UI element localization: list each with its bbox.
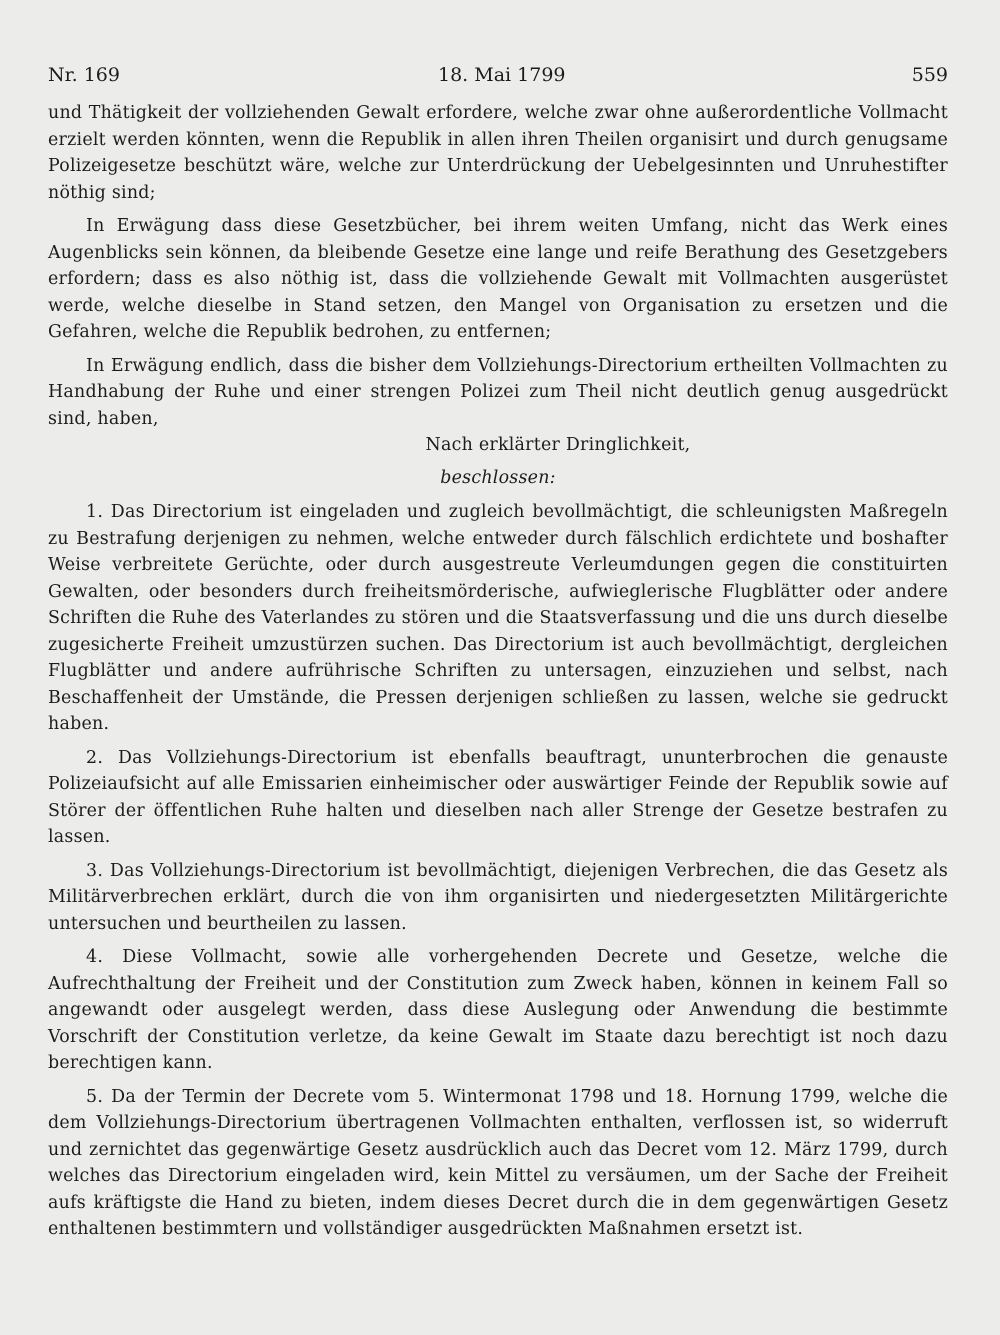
- urgency-line: Nach erklärter Dringlichkeit,: [425, 435, 691, 455]
- resolved-heading: beschlossen:: [440, 467, 556, 488]
- document-body: [48, 100, 948, 1243]
- paragraph-continuation: und Thätigkeit der vollziehenden Gewalt erfordere, welche zwar ohne außerordentliche Vollmacht erzielt werden könnten, wenn die Republik in allen ihren Theilen organisirt und durch genugsame Polizeigesetze beschützt wäre, welche zur Unterdrückung der Uebelgesinnten und Unruhestifter nöthig sind;: [48, 103, 948, 203]
- document-date: 18. Mai 1799: [438, 64, 566, 86]
- page-header: [48, 64, 948, 92]
- article-5: 5. Da der Termin der Decrete vom 5. Wintermonat 1798 und 18. Hornung 1799, welche die dem Vollziehungs-Directorium übertragenen Vollmachten enthalten, verflossen ist, so widerruft und zernichtet das gegenwärtige Gesetz ausdrücklich auch das Decret vom 12. März 1799, durch welches das Directorium eingeladen wird, kein Mittel zu versäumen, um der Sache der Freiheit aufs kräftigste die Hand zu bieten, indem dieses Decret durch die in dem gegenwärtigen Gesetz enthaltenen bestimmtern und vollständiger ausgedrückten Maßnahmen ersetzt ist.: [48, 1086, 948, 1239]
- article-4: 4. Diese Vollmacht, sowie alle vorhergehenden Decrete und Gesetze, welche die Aufrechthaltung der Freiheit und der Constitution zum Zweck haben, können in keinem Fall so angewandt oder ausgelegt werden, dass diese Auslegung oder Anwendung die bestimmte Vorschrift der Constitution verletze, da keine Gewalt im Staate dazu berechtigt ist noch dazu berechtigen kann.: [48, 947, 948, 1073]
- paragraph-considering-finally: In Erwägung endlich, dass die bisher dem Vollziehungs-Directorium ertheilten Vollmachten zu Handhabung der Ruhe und einer strengen Polizei zum Theil nicht deutlich genug ausgedrückt sind, haben,: [48, 355, 948, 429]
- document-number: Nr. 169: [48, 64, 120, 86]
- page-number: 559: [911, 64, 948, 86]
- article-2: 2. Das Vollziehungs-Directorium ist ebenfalls beauftragt, ununterbrochen die genauste Polizeiaufsicht auf alle Emissarien einheimischer oder auswärtiger Feinde der Republik sowie auf Störer der öffentlichen Ruhe halten und dieselben nach aller Strenge der Gesetze bestrafen zu lassen.: [48, 747, 948, 847]
- article-3: 3. Das Vollziehungs-Directorium ist bevollmächtigt, diejenigen Verbrechen, die das Gesetz als Militärverbrechen erklärt, durch die von ihm organisirten und niedergesetzten Militärgerichte untersuchen und beurtheilen zu lassen.: [48, 860, 948, 934]
- article-1: 1. Das Directorium ist eingeladen und zugleich bevollmächtigt, die schleunigsten Maßregeln zu Bestrafung derjenigen zu nehmen, welche entweder durch fälschlich erdichtete und boshafter Weise verbreitete Gerüchte, oder durch ausgestreute Verleumdungen gegen die constituirten Gewalten, oder besonders durch freiheitsmörderische, aufwieglerische Flugblätter oder andere Schriften die Ruhe des Vaterlandes zu stören und die Staatsverfassung und die uns durch dieselbe zugesicherte Freiheit umzustürzen suchen. Das Directorium ist auch bevollmächtigt, dergleichen Flugblätter und andere aufrührische Schriften zu untersagen, einzuziehen und selbst, nach Beschaffenheit der Umstände, die Pressen derjenigen schließen zu lassen, welche sie gedruckt haben.: [48, 502, 948, 734]
- paragraph-considering-codes: In Erwägung dass diese Gesetzbücher, bei ihrem weiten Umfang, nicht das Werk eines Augenblicks sein können, da bleibende Gesetze eine lange und reife Berathung des Gesetzgebers erfordern; dass es also nöthig ist, dass die vollziehende Gewalt mit Vollmachten ausgerüstet werde, welche dieselbe in Stand setzen, den Mangel von Organisation zu ersetzen und die Gefahren, welche die Republik bedrohen, zu entfernen;: [48, 216, 948, 342]
